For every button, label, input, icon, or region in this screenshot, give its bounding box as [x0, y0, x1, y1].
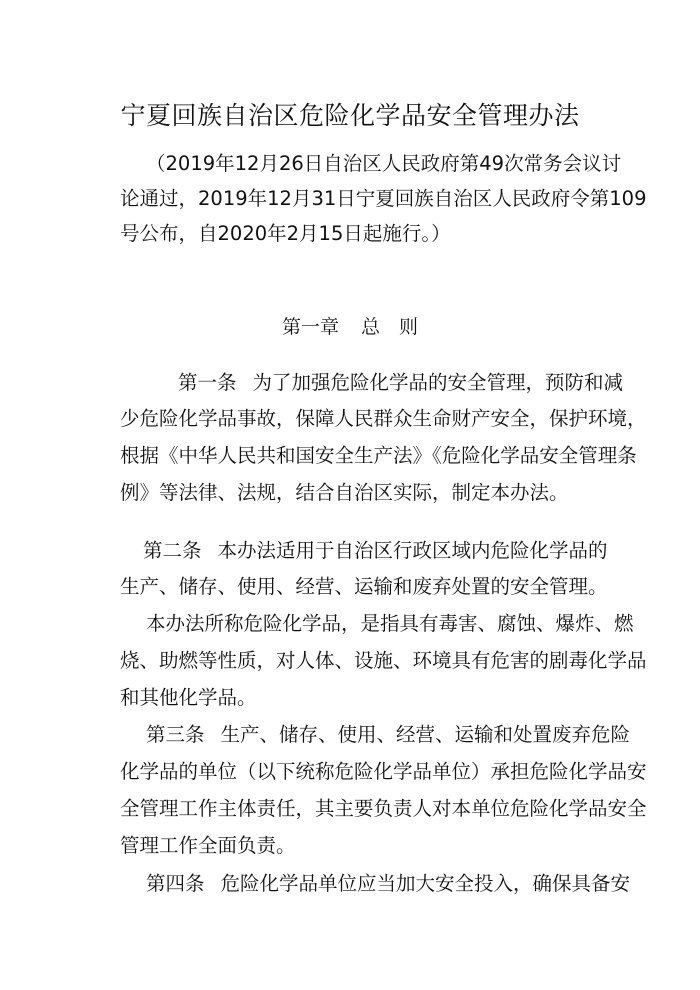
article-1-line-2: 少危险化学品事故，保障人民群众生命财产安全，保护环境， [120, 407, 647, 430]
article-3-line-3: 全管理工作主体责任，其主要负责人对本单位危险化学品安全 [120, 797, 647, 820]
article-2-label: 第二条 [143, 539, 202, 562]
article-3-line-2: 化学品的单位（以下统称危险化学品单位）承担危险化学品安 [120, 760, 647, 783]
article-2-line-1: 第二条 本办法适用于自治区行政区域内危险化学品的 [143, 539, 608, 562]
article-2-line-2: 生产、储存、使用、经营、运输和废弃处置的安全管理。 [120, 575, 608, 598]
article-3-line-4: 管理工作全面负责。 [120, 834, 296, 857]
chapter-heading [0, 312, 700, 339]
subtitle-line-1: （2019年12月26日自治区人民政府第49次常务会议讨 [146, 152, 622, 175]
article-3-line-1: 第三条 生产、储存、使用、经营、运输和处置废弃危险 [146, 723, 631, 746]
chapter-number: 第一章 [281, 316, 339, 338]
article-2-para2-line-1: 本办法所称危险化学品，是指具有毒害、腐蚀、爆炸、燃 [146, 612, 634, 635]
article-2-para2-line-2: 烧、助燃等性质，对人体、设施、环境具有危害的剧毒化学品 [120, 649, 647, 672]
subtitle-line-2: 论通过，2019年12月31日宁夏回族自治区人民政府令第109 [120, 187, 647, 210]
document-title: 宁夏回族自治区危险化学品安全管理办法 [120, 101, 580, 130]
article-1-line-4: 例》等法律、法规，结合自治区实际，制定本办法。 [120, 481, 569, 504]
article-1-line-3: 根据《中华人民共和国安全生产法》《危险化学品安全管理条 [120, 444, 637, 467]
article-1-line-1: 第一条 为了加强危险化学品的安全管理，预防和减 [178, 371, 624, 394]
subtitle-line-3: 号公布，自2020年2月15日起施行。） [120, 222, 451, 245]
article-2-para2-line-3: 和其他化学品。 [120, 686, 257, 709]
article-1-label: 第一条 [178, 371, 237, 394]
chapter-name: 总 则 [361, 316, 419, 338]
article-3-label: 第三条 [146, 723, 205, 746]
article-4-line-1: 第四条 危险化学品单位应当加大安全投入，确保具备安 [146, 872, 631, 895]
article-4-label: 第四条 [146, 872, 205, 895]
